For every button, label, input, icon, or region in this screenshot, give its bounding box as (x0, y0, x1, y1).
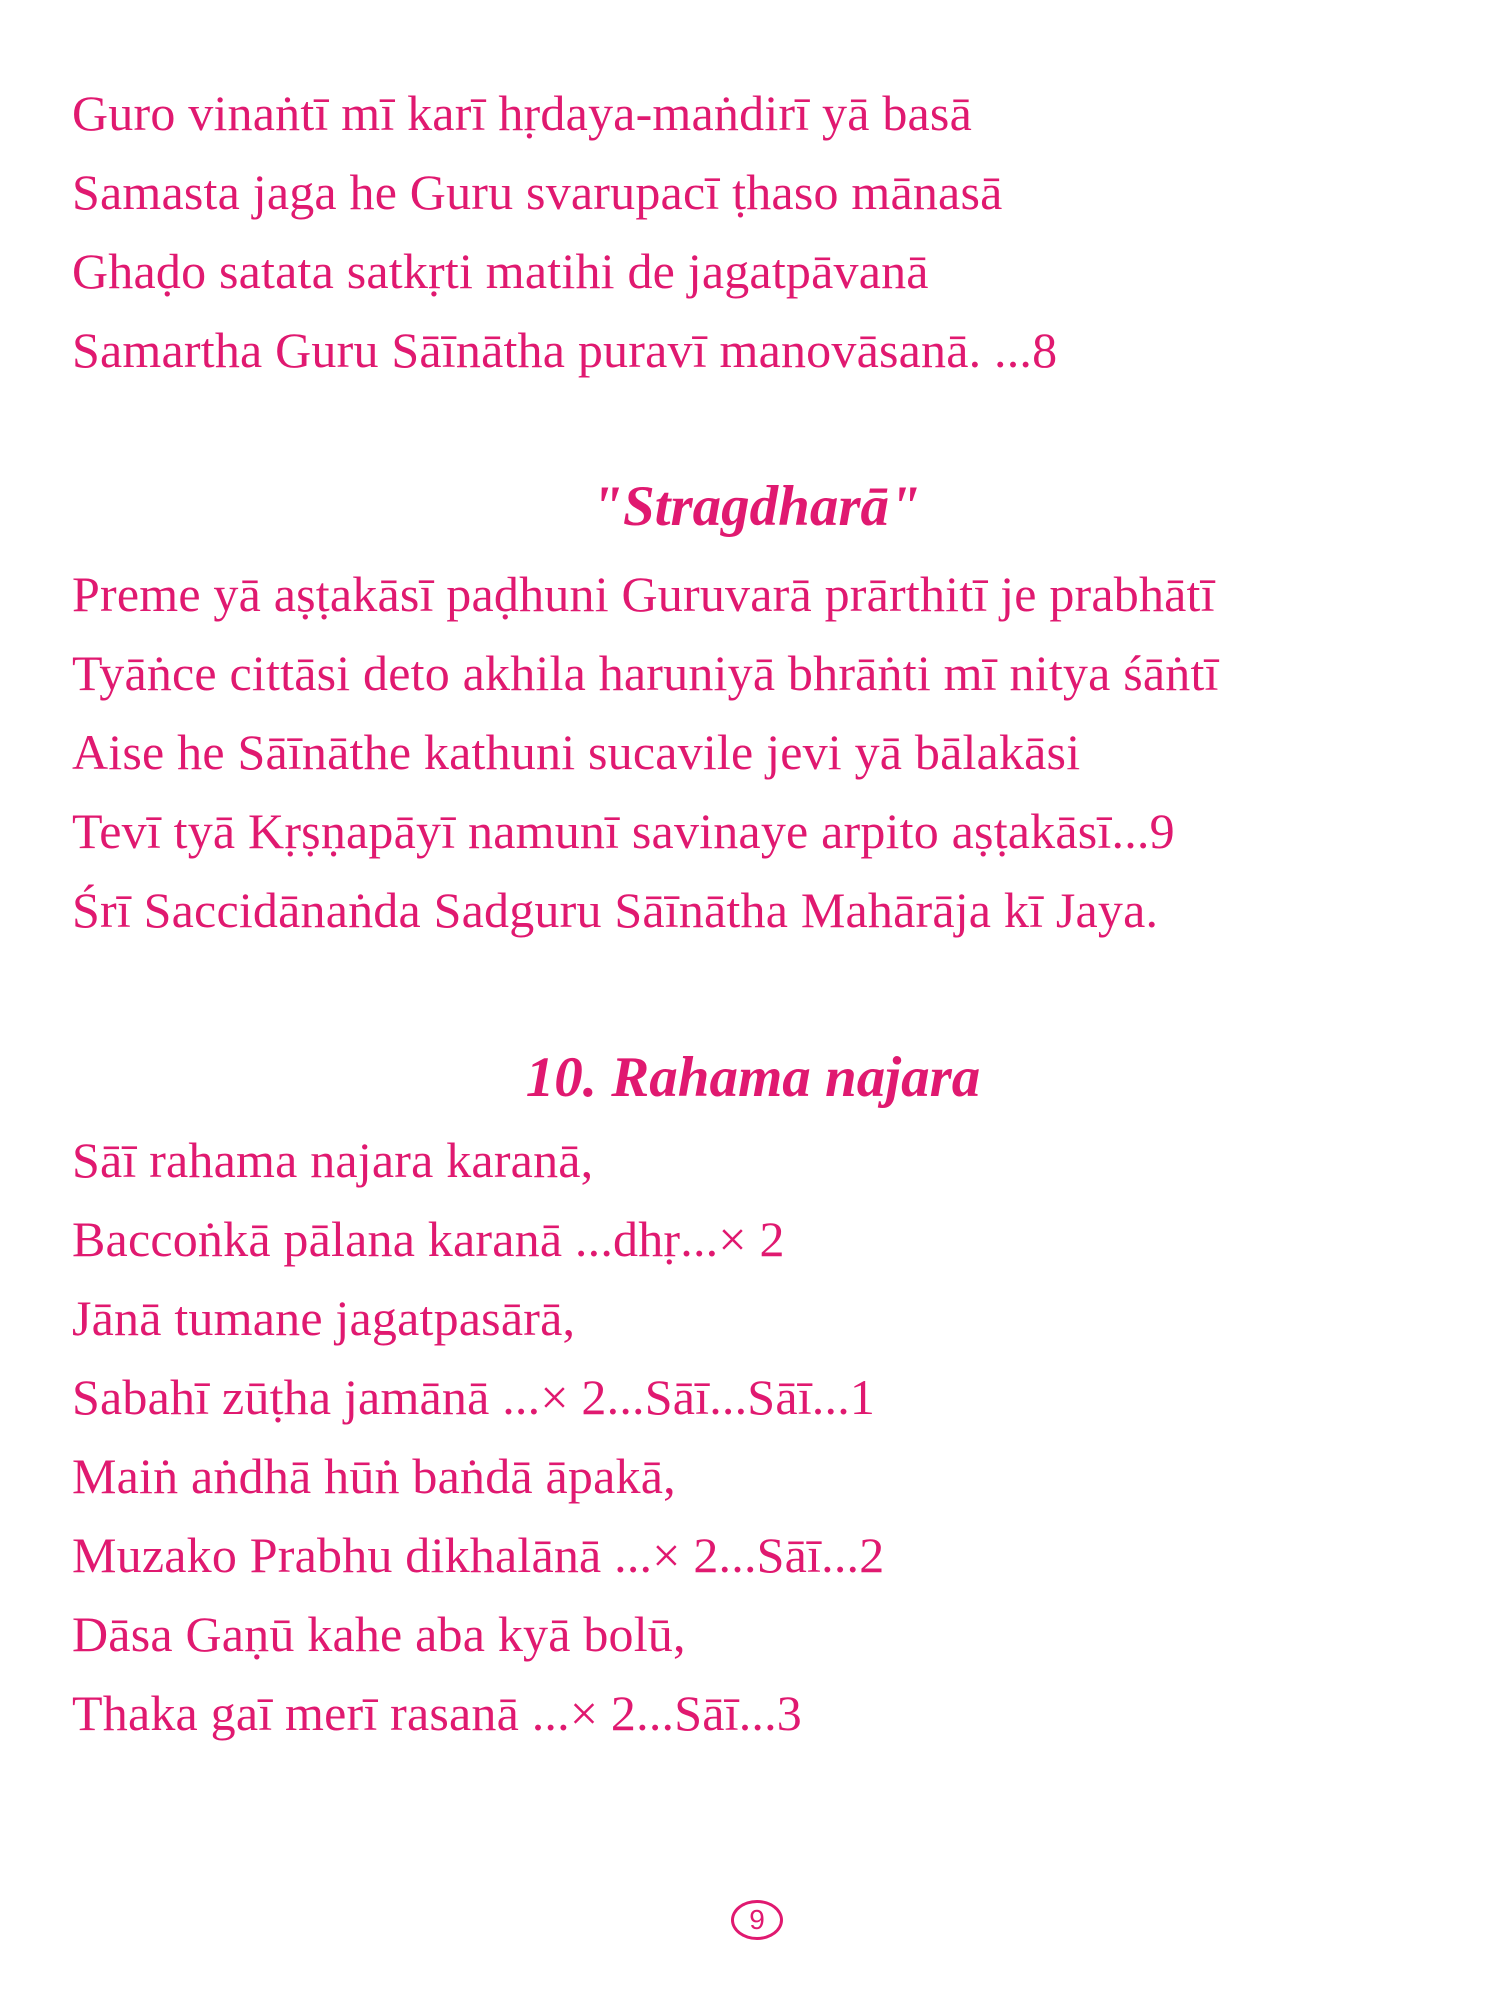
verse-line: Tyāṅce cittāsi deto akhila haruniyā bhrāṅti mī nitya śāṅtī (72, 645, 1219, 701)
song-line: Muzako Prabhu dikhalānā ...× 2...Sāī...2 (72, 1527, 885, 1583)
section-heading-rahama-najara: 10. Rahama najara (525, 1046, 981, 1109)
song-10 (72, 1121, 1462, 1753)
song-line: Maiṅ aṅdhā hūṅ baṅdā āpakā, (72, 1448, 676, 1504)
song-line: Sāī rahama najara karanā, (72, 1132, 594, 1188)
page-number: 9 (731, 1900, 783, 1940)
song-line: Dāsa Gaṇū kahe aba kyā bolū, (72, 1606, 686, 1662)
verse-8 (72, 74, 1462, 390)
verse-line: Samartha Guru Sāīnātha puravī manovāsanā. ...8 (72, 322, 1058, 378)
song-line: Jānā tumane jagatpasārā, (72, 1290, 576, 1346)
verse-line: Preme yā aṣṭakāsī paḍhuni Guruvarā prārthitī je prabhātī (72, 566, 1215, 622)
verse-line: Śrī Saccidānaṅda Sadguru Sāīnātha Mahārāja kī Jaya. (72, 882, 1159, 938)
verse-line: Ghaḍo satata satkṛti matihi de jagatpāvanā (72, 243, 929, 299)
verse-line: Tevī tyā Kṛṣṇapāyī namunī savinaye arpito aṣṭakāsī...9 (72, 803, 1175, 859)
song-line: Sabahī zūṭha jamānā ...× 2...Sāī...Sāī...1 (72, 1369, 876, 1425)
verse-line: Guro vinaṅtī mī karī hṛdaya-maṅdirī yā basā (72, 85, 972, 141)
song-line: Baccoṅkā pālana karanā ...dhṛ...× 2 (72, 1211, 785, 1267)
section-heading-stragdhara: "Stragdharā" (591, 475, 921, 538)
song-line: Thaka gaī merī rasanā ...× 2...Sāī...3 (72, 1685, 803, 1741)
verse-9 (72, 555, 1462, 950)
verse-line: Aise he Sāīnāthe kathuni sucavile jevi yā bālakāsi (72, 724, 1081, 780)
verse-line: Samasta jaga he Guru svarupacī ṭhaso mānasā (72, 164, 1003, 220)
